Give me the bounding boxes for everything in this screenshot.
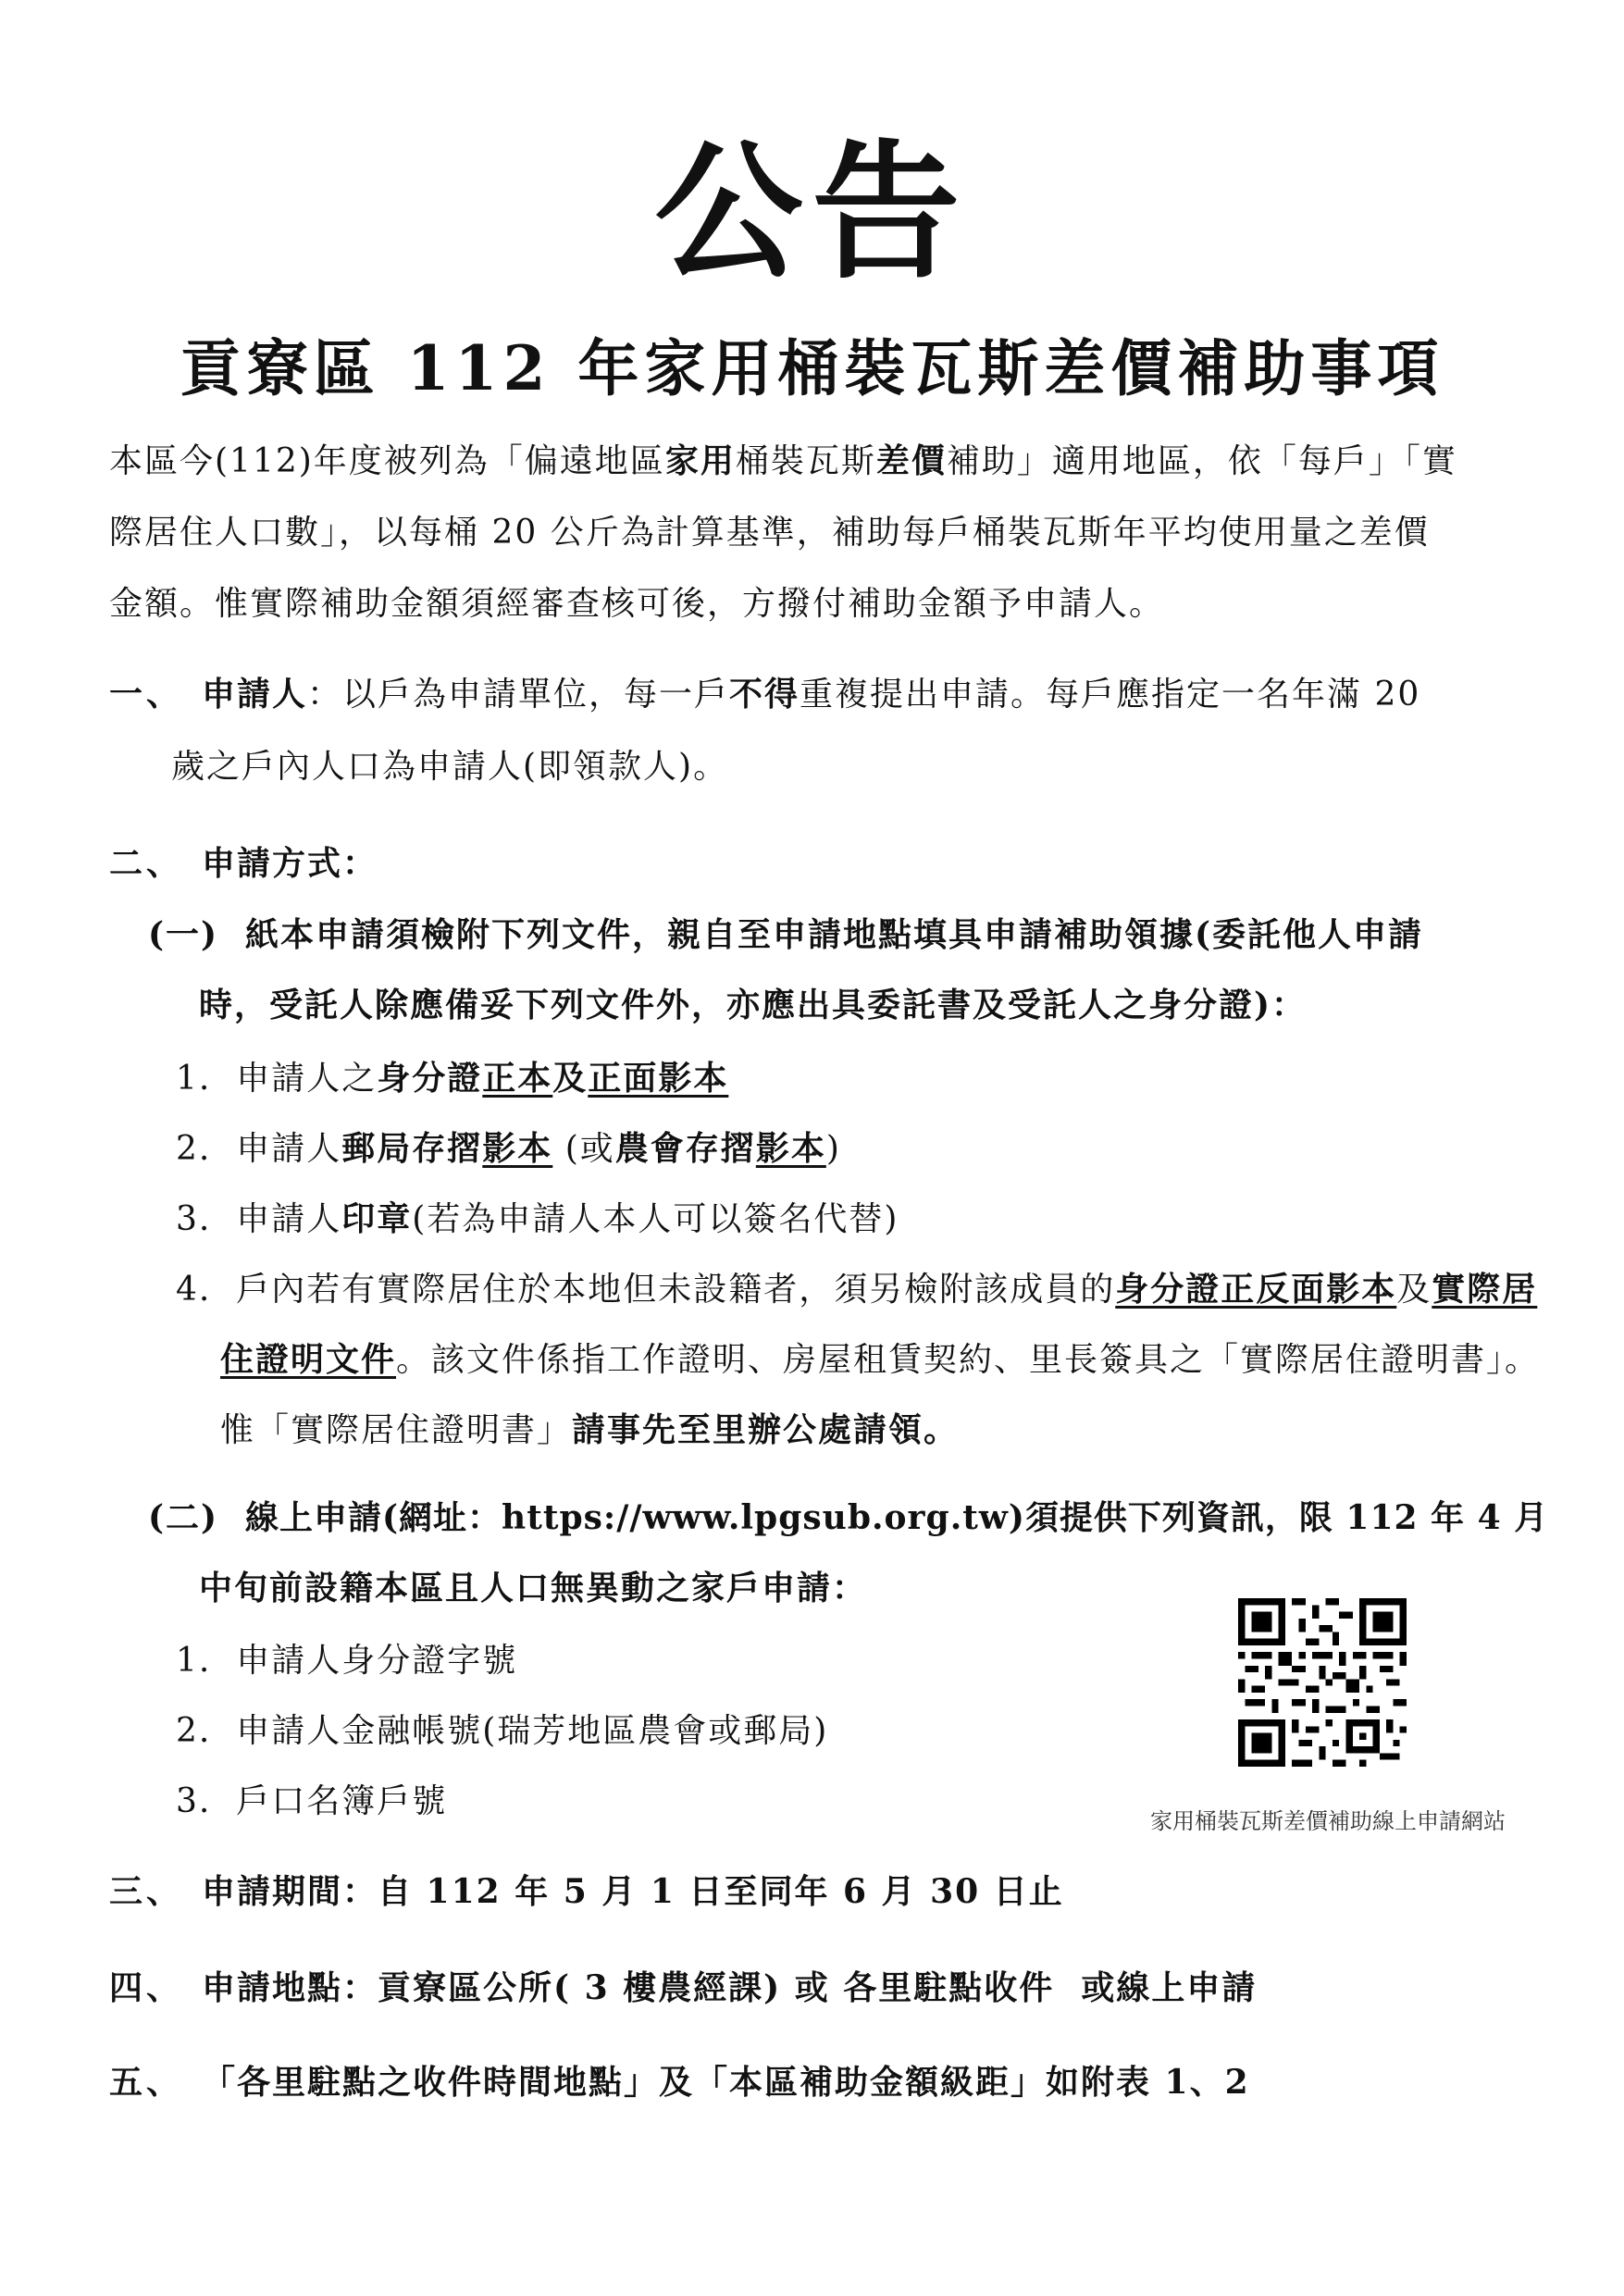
- section-1-number: 一、: [109, 675, 184, 714]
- paper-item-1: 1. 申請人之身分證正本及正面影本: [176, 1059, 729, 1098]
- paper-item-3: 3. 申請人印章(若為申請人本人可以簽名代替): [176, 1199, 899, 1238]
- section-4-text: 申請地點：貢寮區公所( 3 樓農經課) 或 各里駐點收件 或線上申請: [202, 1968, 1258, 2007]
- section-4-number: 四、: [109, 1968, 184, 2007]
- section-1-line-1: 申請人：以戶為申請單位，每一戶不得重複提出申請。每戶應指定一名年滿 20: [202, 675, 1421, 714]
- intro-line-2: 際居住人口數」，以每桶 20 公斤為計算基準，補助每戶桶裝瓦斯年平均使用量之差價: [109, 514, 1430, 552]
- section-3-number: 三、: [109, 1872, 184, 1911]
- section-5-number: 五、: [109, 2063, 184, 2102]
- paper-item-4-line-1: 4. 戶內若有實際居住於本地但未設籍者，須另檢附該成員的身分證正反面影本及實際居: [176, 1270, 1538, 1309]
- page-subtitle: 貢寮區 112 年家用桶裝瓦斯差價補助事項: [180, 332, 1444, 404]
- qr-caption: 家用桶裝瓦斯差價補助線上申請網站: [1150, 1808, 1506, 1834]
- online-item-2: 2. 申請人金融帳號(瑞芳地區農會或郵局): [176, 1712, 829, 1750]
- section-2-sub-2-line-1: 線上申請(網址：https://www.lpgsub.org.tw)須提供下列資訊，限 112 年 4 月: [245, 1498, 1549, 1537]
- section-2-sub-1-number: (一): [148, 915, 219, 954]
- section-5-text: 「各里駐點之收件時間地點」及「本區補助金額級距」如附表 1、2: [202, 2063, 1250, 2102]
- section-3-text: 申請期間：自 112 年 5 月 1 日至同年 6 月 30 日止: [202, 1872, 1064, 1911]
- section-2-label: 申請方式：: [202, 844, 378, 883]
- section-2-sub-1-line-2: 時，受託人除應備妥下列文件外，亦應出具委託書及受託人之身分證)：: [199, 986, 1308, 1024]
- section-2-sub-2-number: (二): [148, 1498, 219, 1537]
- section-2-sub-2-line-2: 中旬前設籍本區且人口無異動之家戶申請：: [199, 1569, 868, 1607]
- intro-line-3: 金額。惟實際補助金額須經審查核可後，方撥付補助金額予申請人。: [109, 585, 1165, 623]
- paper-item-4-line-3: 惟「實際居住證明書」請事先至里辦公處請領。: [220, 1410, 960, 1449]
- paper-item-2: 2. 申請人郵局存摺影本 (或農會存摺影本): [176, 1129, 841, 1168]
- online-item-3: 3. 戶口名簿戶號: [176, 1782, 448, 1820]
- qr-code[interactable]: [1238, 1598, 1407, 1767]
- intro-line-1: 本區今(112)年度被列為「偏遠地區家用桶裝瓦斯差價補助」適用地區，依「每戶」「實: [109, 441, 1457, 480]
- online-item-1: 1. 申請人身分證字號: [176, 1642, 518, 1680]
- section-2-sub-1-line-1: 紙本申請須檢附下列文件，親自至申請地點填具申請補助領據(委託他人申請: [245, 915, 1424, 954]
- section-1-line-2: 歲之戶內人口為申請人(即領款人)。: [171, 748, 729, 786]
- page-title: 公告: [654, 126, 970, 299]
- section-2-number: 二、: [109, 844, 184, 883]
- paper-item-4-line-2: 住證明文件。該文件係指工作證明、房屋租賃契約、里長簽具之「實際居住證明書」。: [220, 1340, 1541, 1379]
